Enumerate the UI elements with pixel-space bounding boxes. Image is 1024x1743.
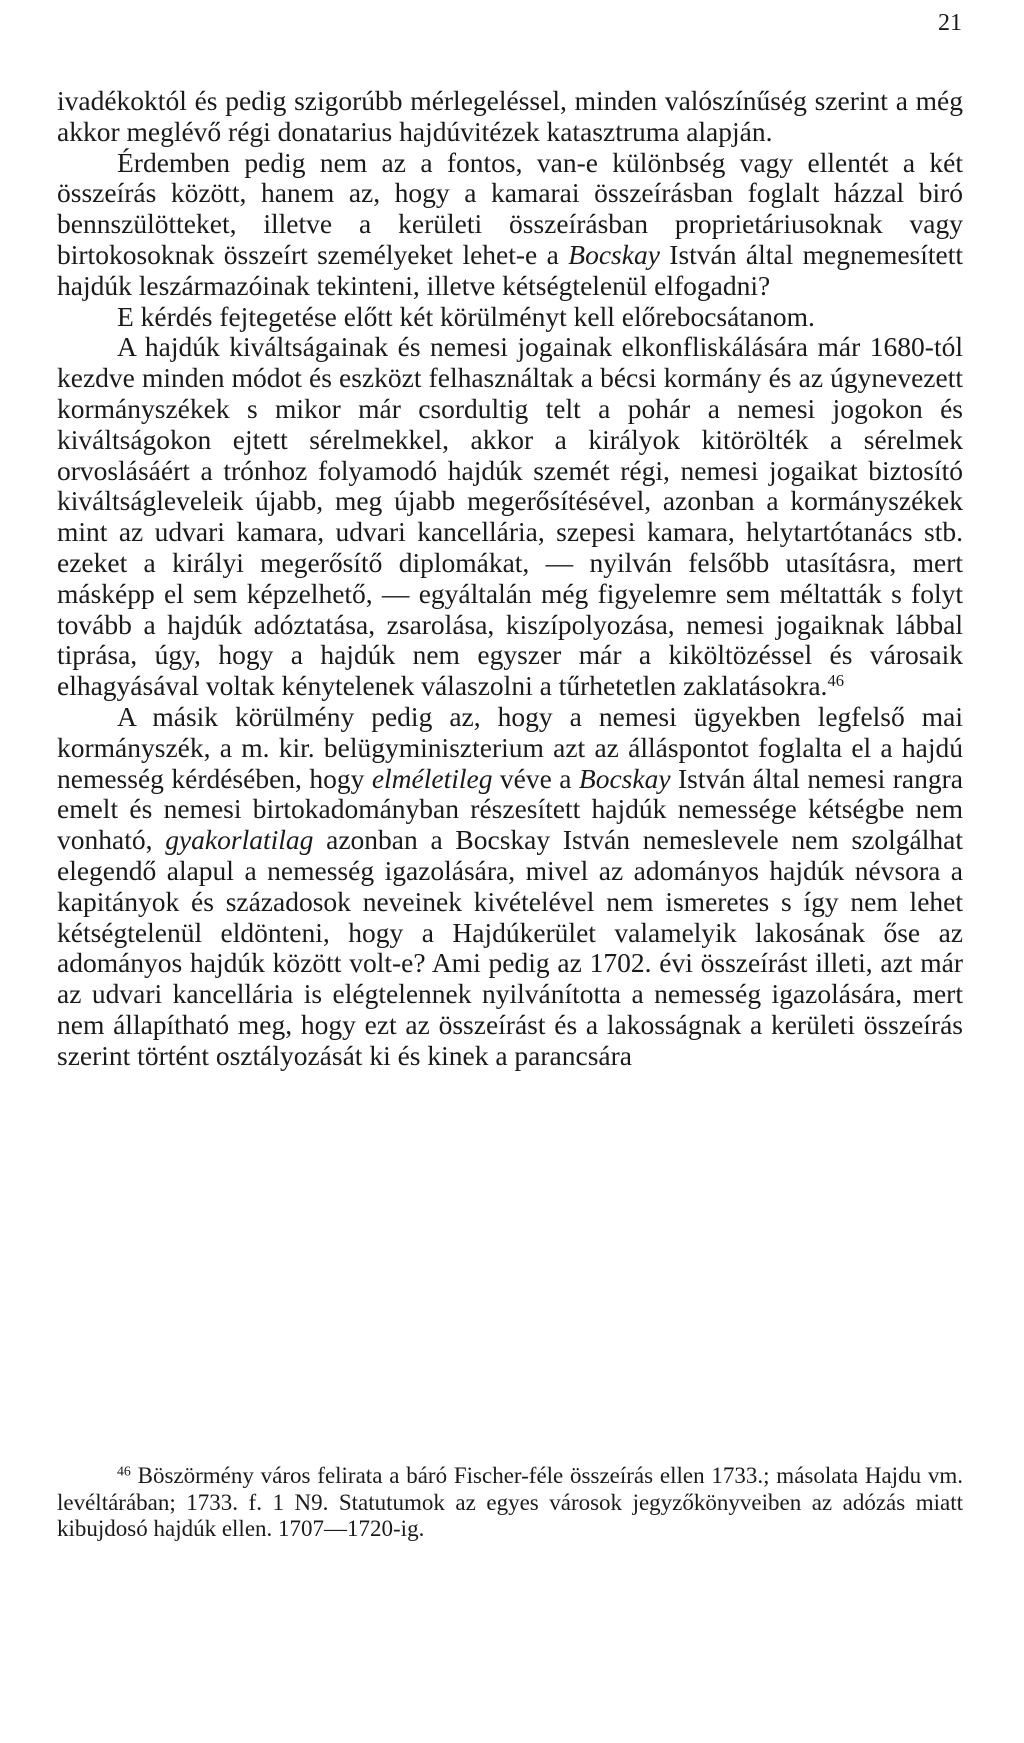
paragraph-5-italic-c: gyakorlatilag — [165, 824, 314, 856]
paragraph-1-text: ivadékoktól és pedig szigorúbb mérlegeléssel, minden valószínűség szerint a még akkor meglévő régi donatarius hajdúvitézek katasztruma alapján. — [57, 85, 963, 147]
paragraph-3 — [57, 302, 963, 333]
paragraph-5-text-a: A másik körülmény pedig az, hogy a nemesi ügyekben legfelső mai kormányszék, a m. kir. belügyminiszterium azt az álláspontot foglalta el a hajdú nemesség kérdésében, hogy — [57, 700, 963, 794]
paragraph-2-text-a: Érdemben pedig nem az a fontos, van-e különbség vagy ellentét a két összeírás között, hanem az, hogy a kamarai összeírásban foglalt házzal biró bennszülötteket, illetve a kerületi összeírásban proprietáriusoknak vagy birtokosoknak összeírt személyeket lehet-e a — [57, 146, 963, 270]
body-text — [57, 86, 963, 1072]
paragraph-5 — [57, 702, 963, 1072]
footnote-reference: 46 — [827, 671, 844, 691]
paragraph-3-text: E kérdés fejtegetése előtt két körülményt kell előrebocsátanom. — [117, 300, 815, 332]
footnote-number: 46 — [117, 1463, 131, 1479]
paragraph-5-italic-b: Bocskay — [578, 762, 671, 794]
footnotes — [57, 1463, 963, 1543]
paragraph-4-text: A hajdúk kiváltságainak és nemesi jogainak elkonfliskálására már 1680-tól kezdve minden módot és eszközt felhasználtak a bécsi kormány és az úgynevezett kormányszékek s mikor már csordultig telt a pohár a nemesi jogokon és kiváltságokon ejtett sérelmekkel, akkor a királyok kitörölték a sérelmek orvoslásáért a trónhoz folyamodó hajdúk szemét régi, nemesi jogaikat biztosító kiváltságleveleik újabb, meg újabb megerősítésével, azonban a kormányszékek mint az udvari kamara, udvari kancellária, szepesi kamara, helytartótanács stb. ezeket a királyi megerősítő diplomákat, — nyilván felsőbb utasításra, mert másképp el sem képzelhető, — egyáltalán még figyelemre sem méltatták s folyt tovább a hajdúk adóztatása, zsarolása, kiszípolyozása, nemesi jogaiknak lábbal tiprása, úgy, hogy a hajdúk nem egyszer már a kiköltözéssel és városaik elhagyásával voltak kénytelenek válaszolni a tűrhetetlen zaklatásokra. — [57, 331, 963, 702]
paragraph-5-italic-a: elméletileg — [371, 762, 493, 794]
paragraph-1 — [57, 86, 963, 148]
paragraph-5-text-d: azonban a Bocskay István nemeslevele nem szolgálhat elegendő alapul a nemesség igazolására, mivel az adományos hajdúk névsora a kapitányok és századosok neveinek kivételével nem ismeretes s így nem lehet kétségtelenül eldönteni, hogy a Hajdúkerület valamelyik lakosának őse az adományos hajdúk között volt-e? Ami pedig az 1702. évi összeírást illeti, azt már az udvari kancellária is elégtelennek nyilvánította a nemesség igazolására, mert nem állapítható meg, hogy ezt az összeírást és a lakosságnak a kerületi összeírás szerint történt osztályozását ki és kinek a parancsára — [57, 824, 963, 1071]
paragraph-5-text-c: István által nemesi rangra emelt és nemesi birtokadományban részesített hajdúk nemessége kétségbe nem vonható, — [57, 762, 963, 856]
paragraph-2-italic-a: Bocskay — [568, 238, 660, 270]
footnote-text: Böszörmény város felirata a báró Fischer-féle összeírás ellen 1733.; másolata Hajdu vm. levéltárában; 1733. f. 1 N9. Statutumok az egyes városok jegyzőkönyveiben az adózás miatt kibujdosó hajdúk ellen. 1707—1720-ig. — [57, 1463, 964, 1541]
page-number: 21 — [938, 10, 962, 36]
paragraph-4 — [57, 332, 963, 702]
footnote-46 — [57, 1463, 963, 1543]
paragraph-2-text-b: István által megnemesített hajdúk leszármazóinak tekinteni, illetve kétségtelenül elfogadni? — [57, 238, 964, 301]
paragraph-2 — [57, 148, 963, 302]
paragraph-5-text-b: véve a — [492, 762, 579, 794]
